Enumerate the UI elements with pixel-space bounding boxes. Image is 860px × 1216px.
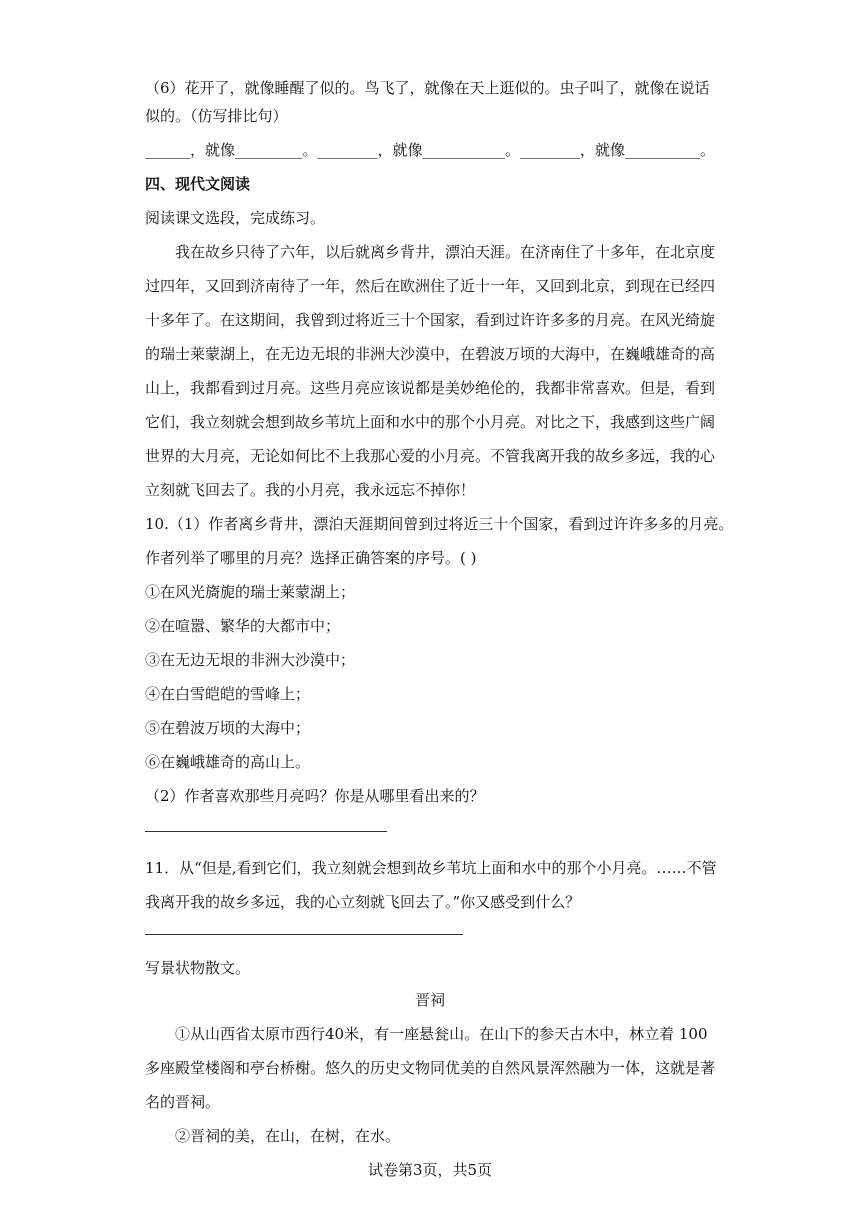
essay-paragraph-line: 多座殿堂楼阁和亭台桥榭。悠久的历史文物同优美的自然风景浑然融为一体，这就是著 bbox=[145, 1059, 716, 1077]
section-heading: 四、现代文阅读 bbox=[145, 175, 251, 193]
q10-option: ③在无边无垠的非洲大沙漠中； bbox=[145, 651, 356, 669]
q10-option: ④在白雪皑皑的雪峰上； bbox=[145, 685, 311, 703]
page-footer: 试卷第3页，共5页 bbox=[367, 1161, 493, 1179]
section-intro: 阅读课文选段，完成练习。 bbox=[145, 209, 326, 227]
q6-line-2: 似的。（仿写排比句） bbox=[145, 107, 288, 125]
q11-line-1: 11．从“但是,看到它们，我立刻就会想到故乡苇坑上面和水中的那个小月亮。……不管 bbox=[145, 859, 717, 877]
essay-paragraph-line: ②晋祠的美，在山，在树，在水。 bbox=[175, 1127, 401, 1145]
essay-paragraph-line: ①从山西省太原市西行40米，有一座悬瓮山。在山下的参天古木中，林立着 100 bbox=[175, 1025, 708, 1043]
passage-line: 我在故乡只待了六年，以后就离乡背井，漂泊天涯。在济南住了十多年，在北京度 bbox=[175, 243, 716, 261]
q10-option: ⑤在碧波万顷的大海中； bbox=[145, 719, 311, 737]
passage-line: 十多年了。在这期间，我曾到过将近三十个国家，看到过许许多多的月亮。在风光绮旋 bbox=[145, 311, 716, 329]
q10-line-2: 作者列举了哪里的月亮？选择正确答案的序号。( ) bbox=[145, 549, 477, 567]
q10-line-1: 10.（1）作者离乡背井，漂泊天涯期间曾到过将近三十个国家，看到过许许多多的月亮。 bbox=[145, 515, 734, 533]
q10-option: ①在风光旖旎的瑞士莱蒙湖上； bbox=[145, 583, 356, 601]
q10-option: ⑥在巍峨雄奇的高山上。 bbox=[145, 753, 311, 771]
passage-line: 立刻就飞回去了。我的小月亮，我永远忘不掉你！ bbox=[145, 481, 476, 499]
q11-line-2: 我离开我的故乡多远，我的心立刻就飞回去了。”你又感受到什么？ bbox=[145, 893, 581, 911]
answer-line bbox=[145, 831, 387, 832]
essay-intro: 写景状物散文。 bbox=[145, 959, 251, 977]
essay-title: 晋祠 bbox=[414, 991, 445, 1009]
answer-line bbox=[145, 934, 463, 935]
essay-paragraph-line: 名的晋祠。 bbox=[145, 1093, 221, 1111]
q10-sub-question-2: （2）作者喜欢那些月亮吗？你是从哪里看出来的？ bbox=[145, 787, 485, 805]
passage-line: 它们，我立刻就会想到故乡苇坑上面和水中的那个小月亮。对比之下，我感到这些广阔 bbox=[145, 413, 716, 431]
passage-line: 山上，我都看到过月亮。这些月亮应该说都是美妙绝伦的，我都非常喜欢。但是，看到 bbox=[145, 379, 716, 397]
passage-line: 过四年，又回到济南待了一年，然后在欧洲住了近十一年，又回到北京，到现在已经四 bbox=[145, 277, 716, 295]
passage-line: 的瑞士莱蒙湖上，在无边无垠的非洲大沙漠中，在碧波万顷的大海中，在巍峨雄奇的高 bbox=[145, 345, 716, 363]
passage-line: 世界的大月亮，无论如何比不上我那心爱的小月亮。不管我离开我的故乡多远，我的心 bbox=[145, 447, 716, 465]
q10-option: ②在喧嚣、繁华的大都市中； bbox=[145, 617, 341, 635]
q6-line-1: （6）花开了，就像睡醒了似的。鸟飞了，就像在天上逛似的。虫子叫了，就像在说话 bbox=[145, 79, 710, 97]
q6-answer-blanks: ______，就像_________。________，就像___________。________，就像__________。 bbox=[145, 141, 716, 159]
